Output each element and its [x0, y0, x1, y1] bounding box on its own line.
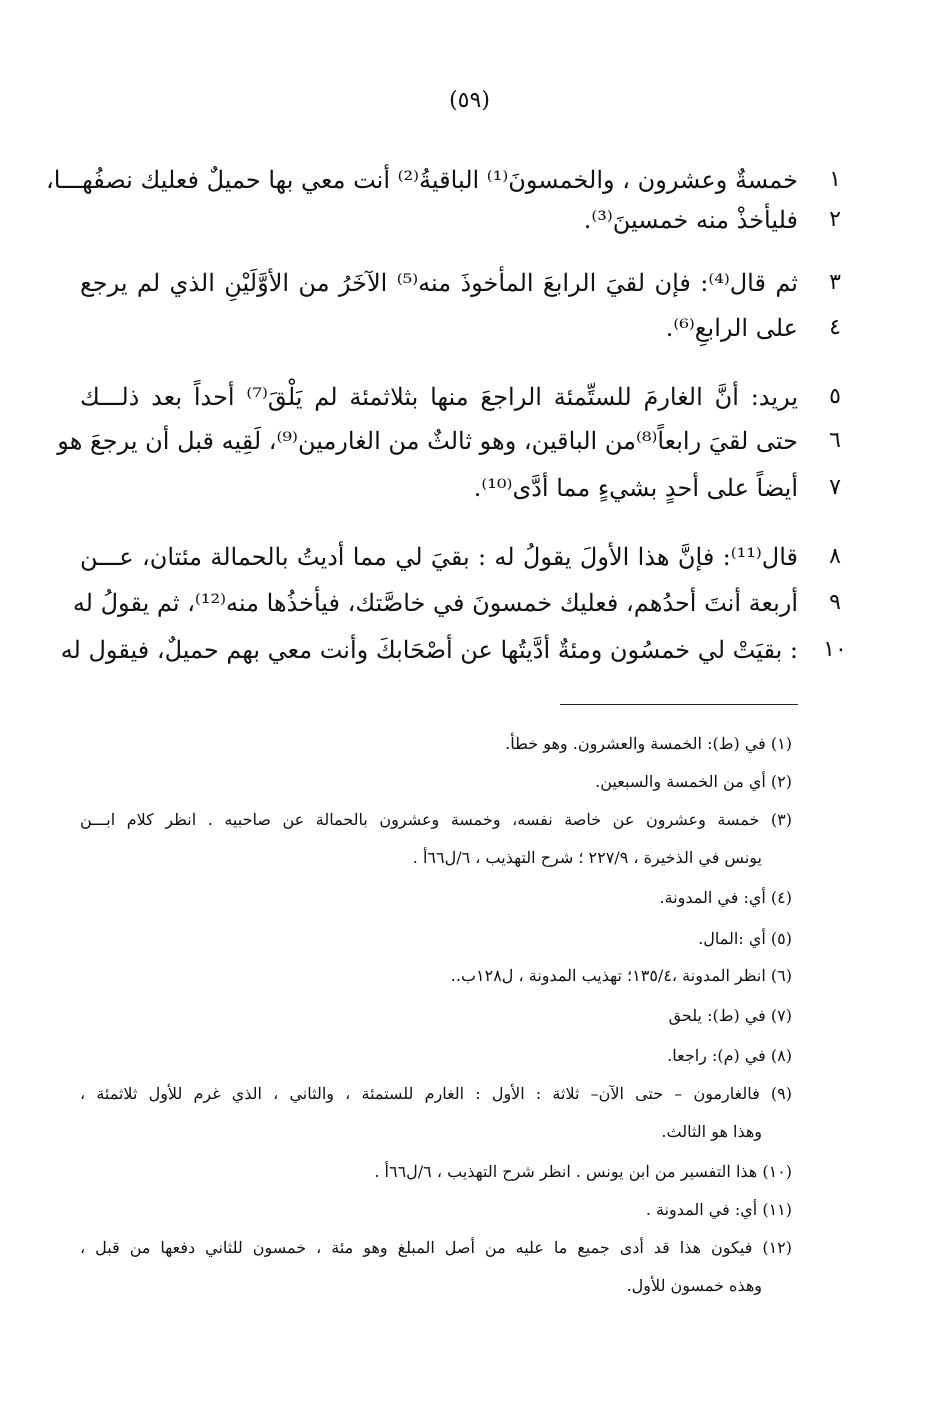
- text-line: : بقيَتْ لي خمسُون ومئةٌ أدَّيتُها عن أصْحَابكَ وأنت معي بهم حميلٌ، فيقول له: [60, 636, 798, 664]
- footnote: (١٢) فيكون هذا قد أدى جميع ما عليه من أصل المبلغ وهو مئة ، خمسون للثاني دفعها من قبل ،: [80, 1238, 792, 1257]
- text-line: فليأخذْ منه خمسينَ⁽³⁾.: [583, 206, 798, 234]
- line-number: ٦: [829, 428, 841, 453]
- footnote: (٣) خمسة وعشرون عن خاصة نفسه، وخمسة وعشرون بالحمالة عن صاحبيه . انظر كلام ابـــن: [80, 810, 792, 829]
- line-number: ١: [829, 167, 841, 192]
- footnote: (٤) أي: في المدونة.: [659, 888, 792, 907]
- line-number: ٧: [829, 475, 841, 500]
- text-line: على الرابعِ⁽⁶⁾.: [665, 314, 798, 342]
- line-number: ٨: [829, 544, 841, 569]
- text-line: حتى لقيَ رابعاً⁽⁸⁾من الباقين، وهو ثالثٌ من الغارمين⁽⁹⁾، لَقِيه قبل أن يرجعَ هو: [57, 427, 798, 455]
- footnote: (١١) أي: في المدونة .: [645, 1200, 792, 1219]
- footnote-continuation: وهذه خمسون للأول.: [626, 1276, 762, 1295]
- footnote-continuation: وهذا هو الثالث.: [661, 1122, 762, 1141]
- text-line: ثم قال⁽⁴⁾: فإن لقيَ الرابعَ المأخوذَ منه⁽⁵⁾ الآخَرُ من الأوَّلَيْنِ الذي لم يرجع: [80, 269, 798, 297]
- line-number: ٢: [829, 207, 841, 232]
- footnote: (٢) أي من الخمسة والسبعين.: [595, 772, 792, 791]
- line-number: ١٠: [823, 637, 847, 662]
- footnote: (٧) في (ط): يلحق: [668, 1006, 792, 1025]
- line-number: ٣: [829, 270, 841, 295]
- footnote: (٥) أي :المال.: [698, 929, 792, 948]
- footnote: (٨) في (م): راجعا.: [667, 1046, 792, 1065]
- text-line: أيضاً على أحدٍ بشيءٍ مما أدَّى⁽¹⁰⁾.: [473, 474, 798, 502]
- footnote-separator: [560, 704, 798, 705]
- page-number: (٥٩): [449, 88, 490, 113]
- footnote: (٩) فالغارمون – حتى الآن– ثلاثة : الأول : الغارم للستمئة ، والثاني ، الذي غرم للأول ثلاثمئة ،: [80, 1084, 792, 1103]
- text-line: يريد: أنَّ الغارمَ للستِّمئة الراجعَ منها بثلاثمئة لم يَلْقَ⁽⁷⁾ أحداً بعد ذلـــك: [80, 383, 798, 411]
- line-number: ٥: [829, 384, 841, 409]
- text-line: قال⁽¹¹⁾: فإنَّ هذا الأولَ يقولُ له : بقيَ لي مما أديتُ بالحمالة مئتان، عـــن: [80, 543, 798, 571]
- footnote-continuation: يونس في الذخيرة ، ٢٢٧/٩ ؛ شرح التهذيب ، ٦/ل٦٦أ .: [412, 848, 762, 867]
- footnote: (٦) انظر المدونة ،١٣٥/٤؛ تهذيب المدونة ، ل١٢٨ب..: [450, 966, 792, 985]
- footnote: (١) في (ط): الخمسة والعشرون. وهو خطأ.: [505, 734, 792, 753]
- footnote: (١٠) هذا التفسير من ابن يونس . انظر شرح التهذيب ، ٦/ل٦٦أ .: [374, 1162, 792, 1181]
- text-line: أربعة أنتَ أحدُهم، فعليك خمسونَ في خاصَّتك، فيأخذُها منه⁽¹²⁾، ثم يقولُ له: [72, 589, 798, 617]
- line-number: ٩: [829, 590, 841, 615]
- text-line: خمسةٌ وعشرون ، والخمسونَ⁽¹⁾ الباقيةُ⁽²⁾ أنت معي بها حميلٌ فعليك نصفُهـــا،: [46, 166, 798, 194]
- line-number: ٤: [829, 315, 841, 340]
